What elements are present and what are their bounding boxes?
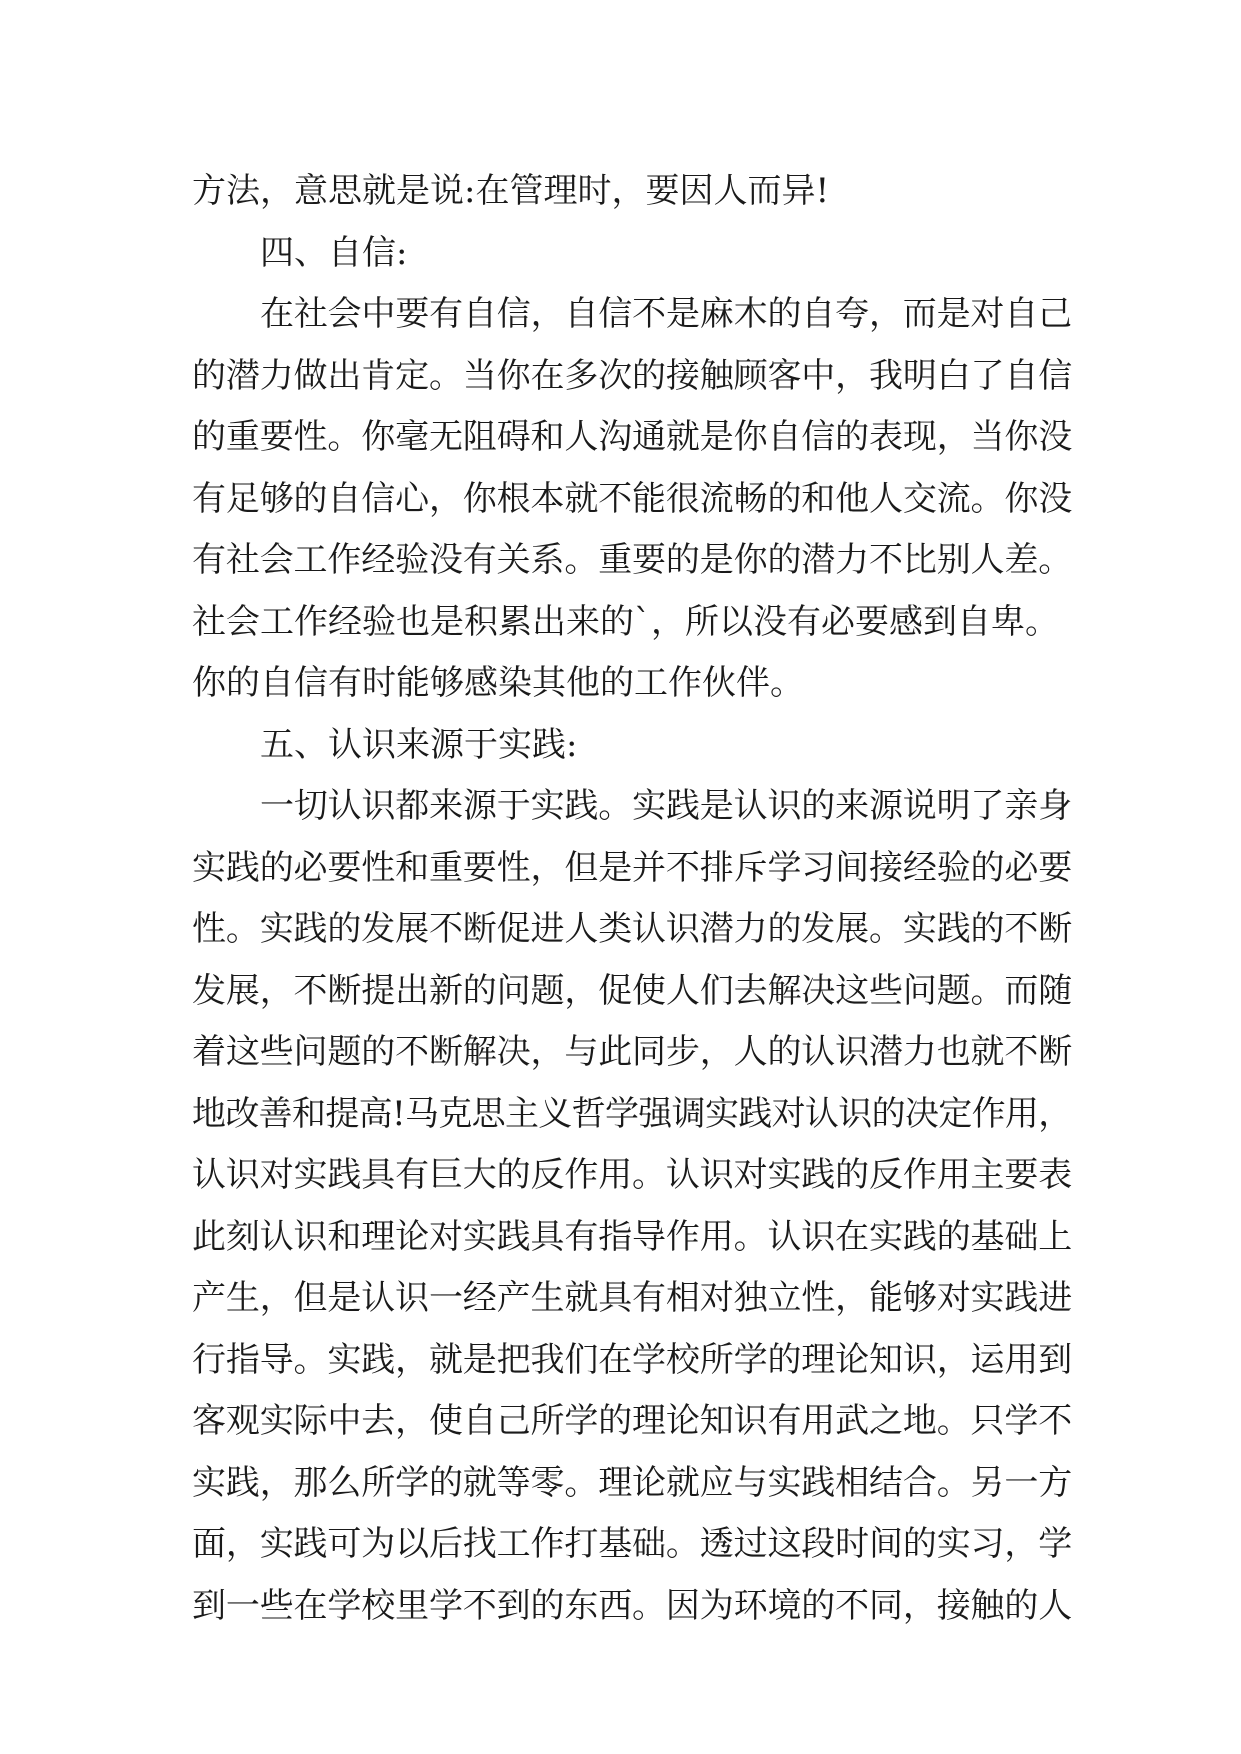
text-line: 一切认识都来源于实践。实践是认识的来源说明了亲身 xyxy=(260,786,1072,826)
text-line: 有社会工作经验没有关系。重要的是你的潜力不比别人差。 xyxy=(192,540,1073,580)
text-line: 方法，意思就是说:在管理时，要因人而异! xyxy=(192,171,830,211)
text-line: 在社会中要有自信，自信不是麻木的自夸，而是对自己 xyxy=(260,294,1072,334)
text-line: 的潜力做出肯定。当你在多次的接触顾客中，我明白了自信 xyxy=(192,355,1073,396)
text-line: 你的自信有时能够感染其他的工作伙伴。 xyxy=(192,663,804,703)
text-line: 行指导。实践，就是把我们在学校所学的理论知识，运用到 xyxy=(192,1339,1073,1380)
text-line: 社会工作经验也是积累出来的`，所以没有必要感到自卑。 xyxy=(192,601,1059,642)
text-line: 五、认识来源于实践: xyxy=(260,724,578,765)
text-line: 认识对实践具有巨大的反作用。认识对实践的反作用主要表 xyxy=(192,1155,1073,1195)
text-line: 此刻认识和理论对实践具有指导作用。认识在实践的基础上 xyxy=(192,1216,1073,1257)
text-line: 产生，但是认识一经产生就具有相对独立性，能够对实践进 xyxy=(192,1278,1073,1318)
text-line: 四、自信: xyxy=(260,232,408,273)
text-line: 客观实际中去，使自己所学的理论知识有用武之地。只学不 xyxy=(192,1401,1073,1441)
text-line: 实践的必要性和重要性，但是并不排斥学习间接经验的必要 xyxy=(192,847,1073,888)
text-line: 的重要性。你毫无阻碍和人沟通就是你自信的表现，当你没 xyxy=(192,417,1073,457)
document-body xyxy=(192,161,1072,1637)
text-line: 到一些在学校里学不到的东西。因为环境的不同，接触的人 xyxy=(192,1585,1073,1626)
text-line: 着这些问题的不断解决，与此同步，人的认识潜力也就不断 xyxy=(192,1032,1073,1072)
text-line: 发展，不断提出新的问题，促使人们去解决这些问题。而随 xyxy=(192,970,1073,1011)
text-line: 面，实践可为以后找工作打基础。透过这段时间的实习，学 xyxy=(192,1524,1073,1564)
text-line: 实践，那么所学的就等零。理论就应与实践相结合。另一方 xyxy=(192,1462,1073,1503)
text-line: 性。实践的发展不断促进人类认识潜力的发展。实践的不断 xyxy=(192,909,1073,949)
text-line: 有足够的自信心，你根本就不能很流畅的和他人交流。你没 xyxy=(192,478,1073,519)
text-line: 地改善和提高!马克思主义哲学强调实践对认识的决定作用， xyxy=(192,1093,1072,1134)
